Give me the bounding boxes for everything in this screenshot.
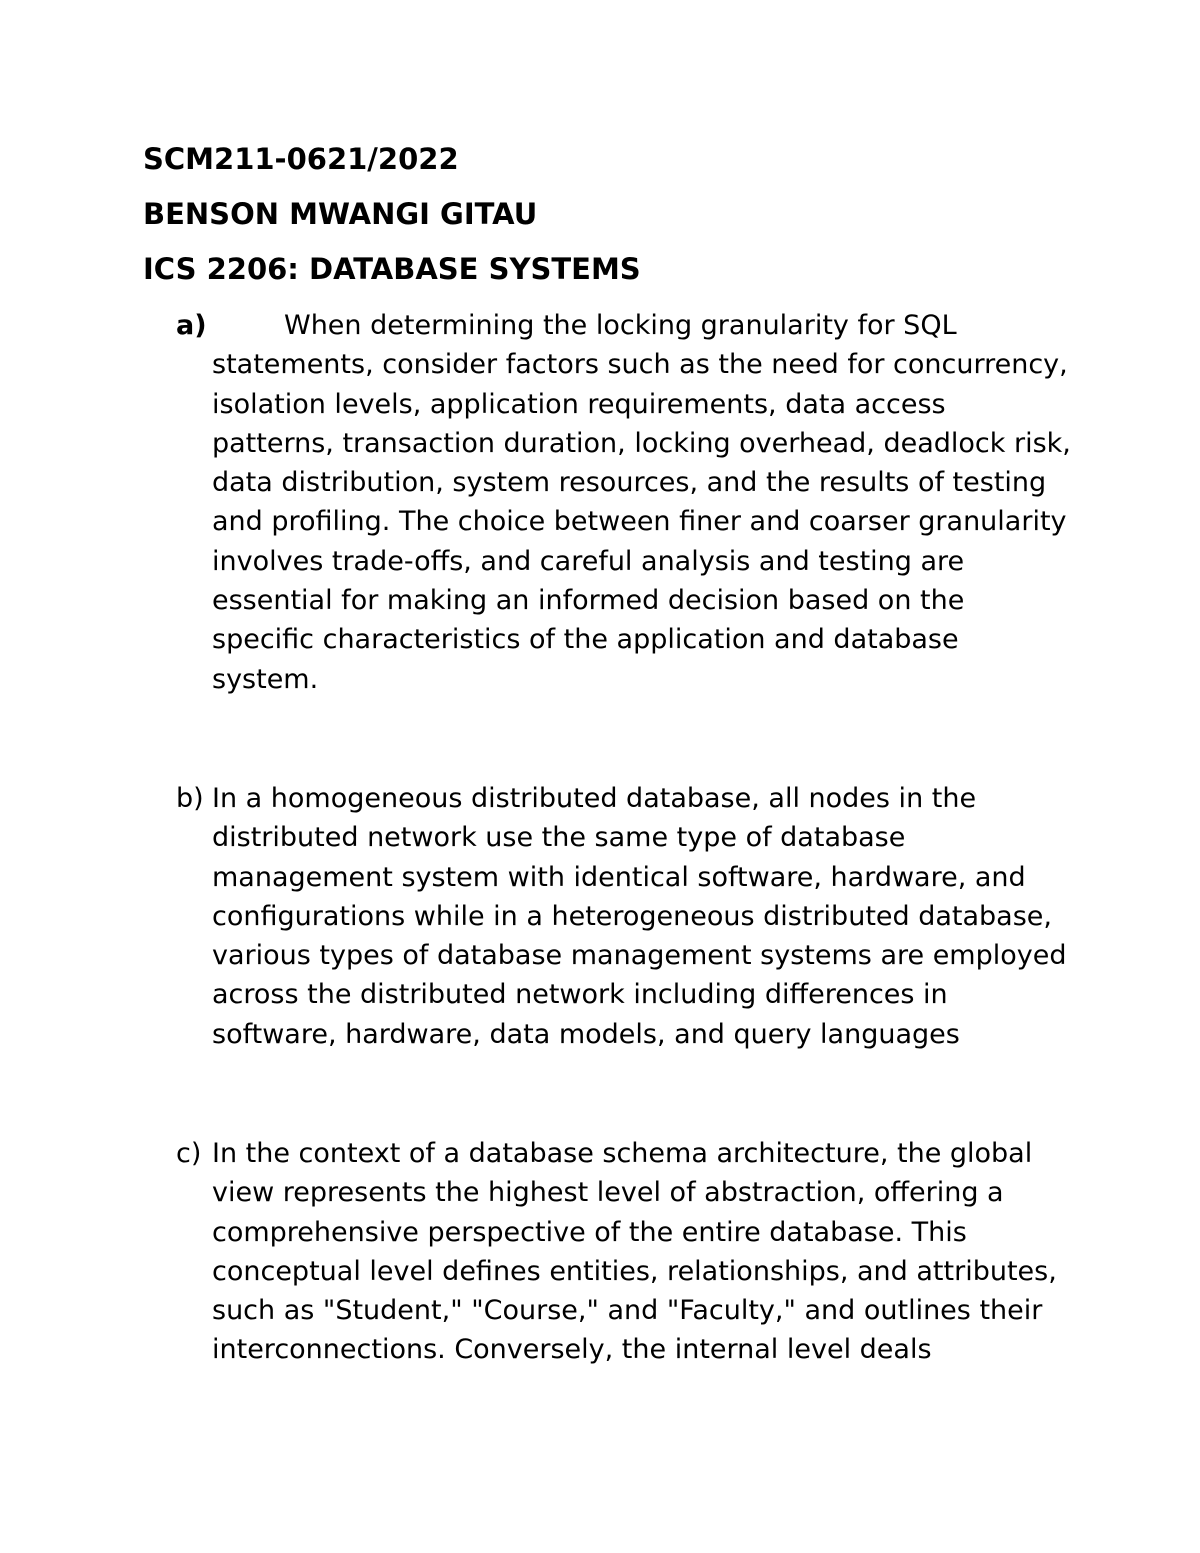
answer-c-marker: c) <box>176 1138 202 1169</box>
answer-a <box>176 306 1076 699</box>
answer-b <box>176 779 1076 1054</box>
student-name: BENSON MWANGI GITAU <box>143 197 538 231</box>
answer-b-text: In a homogeneous distributed database, all nodes in the distributed network use the same type of database management system with identical software, hardware, and configurations while in a heterogeneous distributed database, various types of database management systems are employed across the distributed network including differences in software, hardware, data models, and query languages <box>212 783 1067 1050</box>
answer-a-body <box>212 306 1072 699</box>
student-id: SCM211-0621/2022 <box>143 142 459 176</box>
answer-a-marker: a) <box>176 310 207 341</box>
answer-c-text: In the context of a database schema architecture, the global view represents the highest level of abstraction, offering a comprehensive perspective of the entire database. This conceptual level defines entities, relationships, and attributes, such as "Student," "Course," and "Faculty," and outlines their interconnections. Conversely, the internal level deals <box>212 1138 1057 1366</box>
answer-a-text: When determining the locking granularity for SQL statements, consider factors such as the need for concurrency, isolation levels, application requirements, data access patterns, transaction duration, locking overhead, deadlock risk, data distribution, system resources, and the results of testing and profiling. The choice between finer and coarser granularity involves trade-offs, and careful analysis and testing are essential for making an informed decision based on the specific characteristics of the application and database system. <box>212 310 1071 695</box>
answer-b-marker: b) <box>176 783 204 814</box>
course-title: ICS 2206: DATABASE SYSTEMS <box>143 252 641 286</box>
answer-c <box>176 1134 1076 1370</box>
